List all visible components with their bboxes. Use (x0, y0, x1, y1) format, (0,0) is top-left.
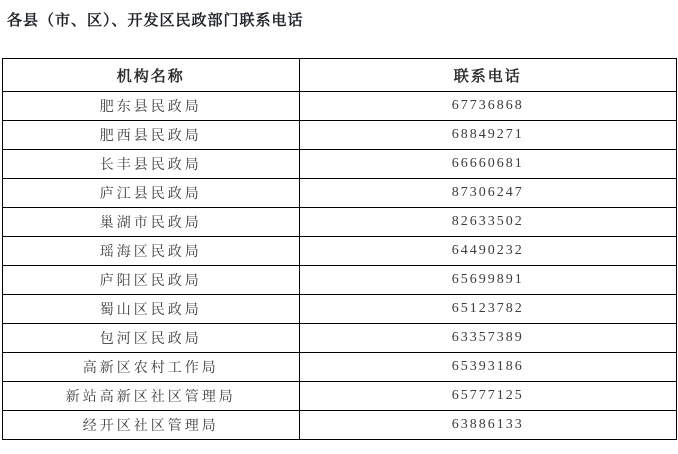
page-title: 各县（市、区）、开发区民政部门联系电话 (7, 12, 304, 29)
org-name-cell: 庐阳区民政局 (3, 266, 300, 295)
org-name-cell: 肥东县民政局 (3, 92, 300, 121)
org-name-cell: 高新区农村工作局 (3, 353, 300, 382)
column-header-phone: 联系电话 (299, 59, 676, 92)
phone-number-cell: 63357389 (299, 324, 676, 353)
table-row (3, 295, 677, 324)
table-header (3, 59, 677, 92)
phone-number-cell: 66660681 (299, 150, 676, 179)
org-name-cell: 蜀山区民政局 (3, 295, 300, 324)
phone-number-cell: 67736868 (299, 92, 676, 121)
phone-number-cell: 65777125 (299, 382, 676, 411)
phone-number-cell: 68849271 (299, 121, 676, 150)
org-name-cell: 包河区民政局 (3, 324, 300, 353)
org-name-cell: 巢湖市民政局 (3, 208, 300, 237)
org-name-cell: 长丰县民政局 (3, 150, 300, 179)
table-row (3, 150, 677, 179)
org-name-cell: 肥西县民政局 (3, 121, 300, 150)
org-name-cell: 瑶海区民政局 (3, 237, 300, 266)
phone-number-cell: 63886133 (299, 411, 676, 440)
phone-number-cell: 65393186 (299, 353, 676, 382)
phone-number-cell: 65699891 (299, 266, 676, 295)
org-name-cell: 新站高新区社区管理局 (3, 382, 300, 411)
org-name-cell: 庐江县民政局 (3, 179, 300, 208)
table-row (3, 179, 677, 208)
table-header-row (3, 59, 677, 92)
table-row (3, 208, 677, 237)
table-row (3, 266, 677, 295)
phone-number-cell: 82633502 (299, 208, 676, 237)
contact-table (2, 58, 677, 440)
column-header-org: 机构名称 (3, 59, 300, 92)
table-row (3, 92, 677, 121)
table-row (3, 237, 677, 266)
table-row (3, 324, 677, 353)
org-name-cell: 经开区社区管理局 (3, 411, 300, 440)
phone-number-cell: 87306247 (299, 179, 676, 208)
phone-number-cell: 64490232 (299, 237, 676, 266)
table-row (3, 353, 677, 382)
table-body (3, 92, 677, 440)
phone-number-cell: 65123782 (299, 295, 676, 324)
table-row (3, 411, 677, 440)
table-row (3, 121, 677, 150)
table-row (3, 382, 677, 411)
